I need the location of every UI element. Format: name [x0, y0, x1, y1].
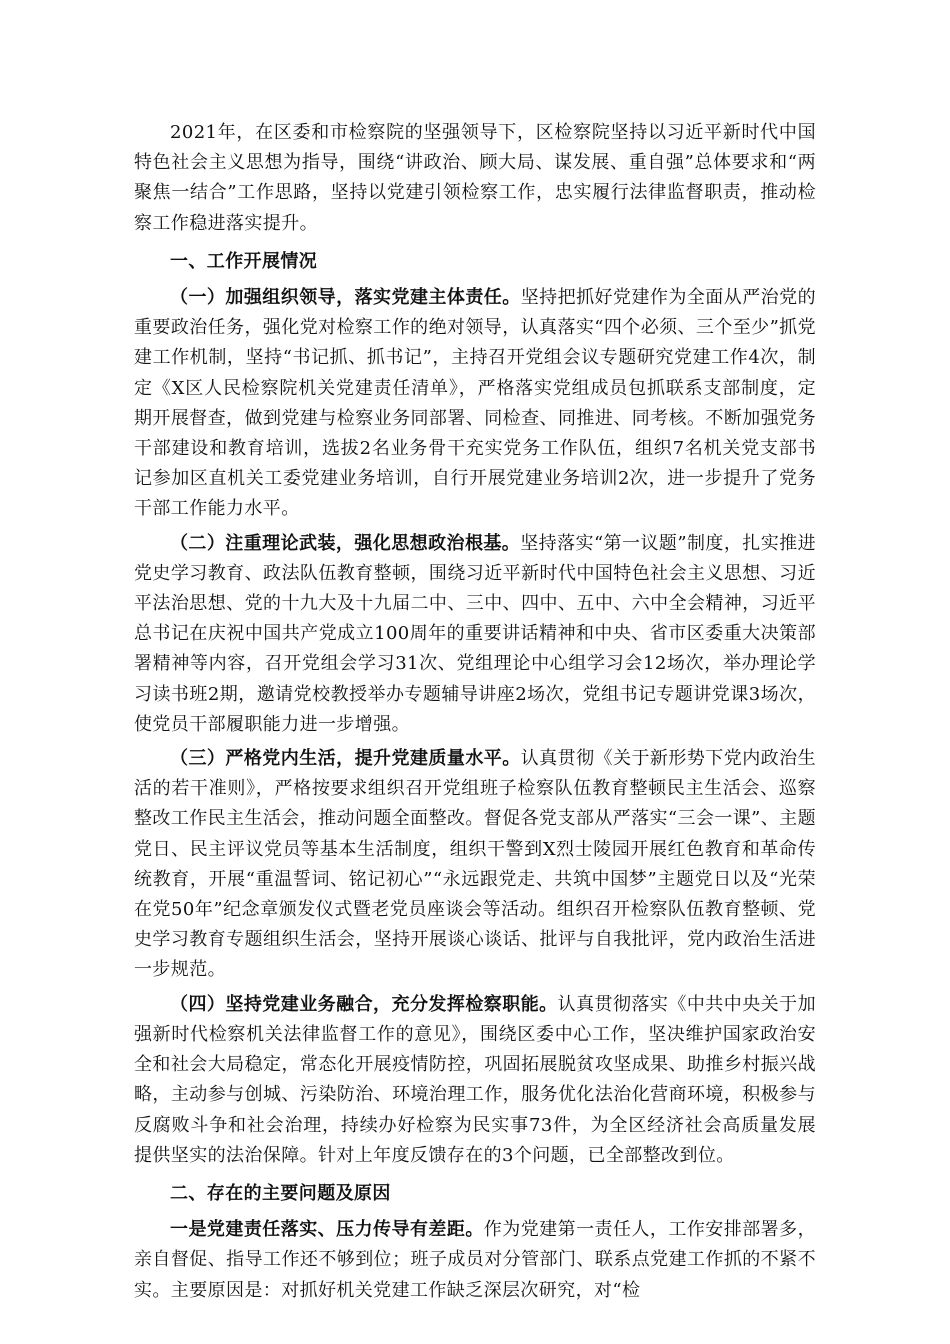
- paragraph-lead-2: （二）注重理论武装，强化思想政治根基。: [170, 532, 521, 554]
- paragraph-body-1: 坚持把抓好党建作为全面从严治党的重要政治任务，强化党对检察工作的绝对领导，认真落实“四个必须、三个至少”抓党建工作机制，坚持“书记抓、抓书记”，主持召开党组会议专题研究党建工作4次，制定《X区人民检察院机关党建责任清单》，严格落实党组成员包抓联系支部制度，定期开展督查，做到党建与检察业务同部署、同检查、同推进、同考核。不断加强党务干部建设和教育培训，选拔2名业务骨干充实党务工作队伍，组织7名机关党支部书记参加区直机关工委党建业务培训，自行开展党建业务培训2次，进一步提升了党务干部工作能力水平。: [134, 287, 816, 520]
- paragraph-lead-problem-1: 一是党建责任落实、压力传导有差距。: [170, 1219, 484, 1241]
- section-heading-problems: 二、存在的主要问题及原因: [170, 1182, 391, 1204]
- paragraph-problem-1: [134, 1215, 816, 1306]
- paragraph-lead-4: （四）坚持党建业务融合，充分发挥检察职能。: [170, 993, 558, 1015]
- paragraph-lead-1: （一）加强组织领导，落实党建主体责任。: [170, 287, 521, 309]
- paragraph-body-4: 认真贯彻落实《中共中央关于加强新时代检察机关法律监督工作的意见》，围绕区委中心工作，坚决维护国家政治安全和社会大局稳定，常态化开展疫情防控，巩固拓展脱贫攻坚成果、助推乡村振兴战略，主动参与创城、污染防治、环境治理工作，服务优化法治化营商环境，积极参与反腐败斗争和社会治理，持续办好检察为民实事73件，为全区经济社会高质量发展提供坚实的法治保障。针对上年度反馈存在的3个问题，已全部整改到位。: [134, 993, 816, 1166]
- paragraph-item-2: [134, 529, 816, 740]
- paragraph-item-3: [134, 744, 816, 986]
- paragraph-lead-3: （三）严格党内生活，提升党建质量水平。: [170, 748, 521, 770]
- document-page: [134, 118, 816, 1306]
- paragraph-body-problem-1: 作为党建第一责任人，工作安排部署多，亲自督促、指导工作还不够到位；班子成员对分管部门、联系点党建工作抓的不紧不实。主要原因是：对抓好机关党建工作缺乏深层次研究，对“检: [134, 1219, 816, 1301]
- section-heading-work-progress: 一、工作开展情况: [170, 250, 318, 272]
- paragraph-body-3: 认真贯彻《关于新形势下党内政治生活的若干准则》，严格按要求组织召开党组班子检察队伍教育整顿民主生活会、巡察整改工作民主生活会，推动问题全面整改。督促各党支部从严落实“三会一课”、主题党日、民主评议党员等基本生活制度，组织干警到X烈士陵园开展红色教育和革命传统教育，开展“重温誓词、铭记初心”“永远跟党走、共筑中国梦”主题党日以及“光荣在党50年”纪念章颁发仪式暨老党员座谈会等活动。组织召开检察队伍教育整顿、党史学习教育专题组织生活会，坚持开展谈心谈话、批评与自我批评，党内政治生活进一步规范。: [134, 748, 816, 981]
- paragraph-item-1: [134, 283, 816, 525]
- paragraph-body-2: 坚持落实“第一议题”制度，扎实推进党史学习教育、政法队伍教育整顿，围绕习近平新时代中国特色社会主义思想、习近平法治思想、党的十九大及十九届二中、三中、四中、五中、六中全会精神，习近平总书记在庆祝中国共产党成立100周年的重要讲话精神和中央、省市区委重大决策部署精神等内容，召开党组会学习31次、党组理论中心组学习会12场次，举办理论学习读书班2期，邀请党校教授举办专题辅导讲座2场次，党组书记专题讲党课3场次，使党员干部履职能力进一步增强。: [134, 532, 816, 735]
- intro-paragraph: 2021年，在区委和市检察院的坚强领导下，区检察院坚持以习近平新时代中国特色社会主义思想为指导，围绕“讲政治、顾大局、谋发展、重自强”总体要求和“两聚焦一结合”工作思路，坚持以党建引领检察工作，忠实履行法律监督职责，推动检察工作稳进落实提升。: [134, 122, 816, 234]
- paragraph-item-4: [134, 990, 816, 1171]
